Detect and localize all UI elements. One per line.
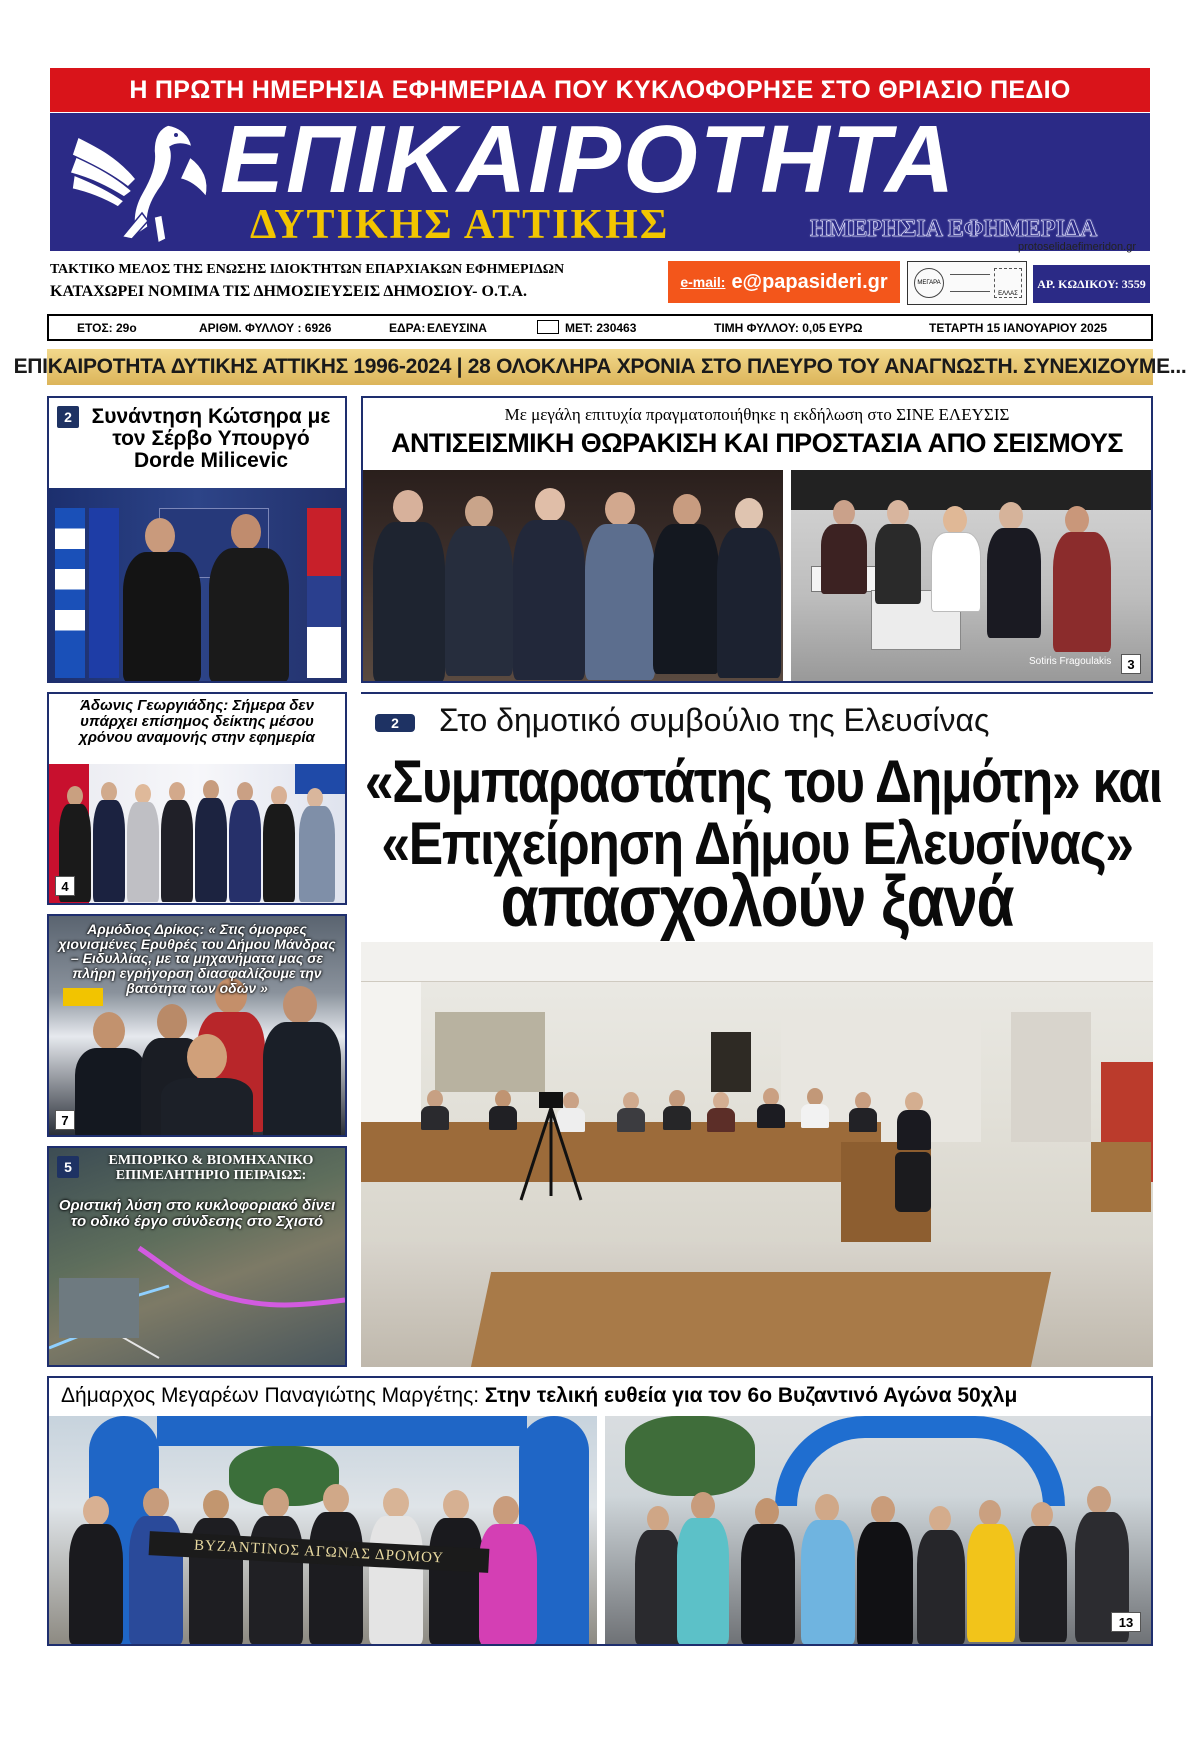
port-area <box>59 1278 139 1338</box>
email-link[interactable]: e@papasideri.gr <box>731 270 888 293</box>
greek-flag-icon <box>55 508 85 678</box>
page-number: 7 <box>55 1110 75 1130</box>
page-number: 4 <box>55 876 75 896</box>
issue-met: ΜΕΤ: 230463 <box>565 320 637 335</box>
story-main-head[interactable] <box>361 692 1162 942</box>
masthead <box>50 113 1150 251</box>
member-line: ΤΑΚΤΙΚΟ ΜΕΛΟΣ ΤΗΣ ΕΝΩΣΗΣ ΙΔΙΟΚΤΗΤΩΝ ΕΠΑΡΧΙΑΚΩΝ ΕΦΗΜΕΡΙΔΩΝ <box>50 262 565 277</box>
seismic-audience-photo <box>363 470 783 681</box>
story-piraeus[interactable] <box>47 1146 347 1367</box>
story-georgiadis[interactable] <box>47 692 347 905</box>
issue-seat-label: ΕΔΡΑ: <box>389 320 426 335</box>
anniversary-banner: ΕΠΙΚΑΙΡΟΤΗΤΑ ΔΥΤΙΚΗΣ ΑΤΤΙΚΗΣ 1996-2024 | 28 ΟΛΟΚΛΗΡΑ ΧΡΟΝΙΑ ΣΤΟ ΠΛΕΥΡΟ ΤΟΥ ΑΝΑΓΝΩΣΤΗ. ΣΥΝΕΧΙΖΟΥΜΕ... <box>47 349 1153 385</box>
main-kicker: Στο δημοτικό συμβούλιο της Ελευσίνας <box>439 702 990 738</box>
council-table <box>1091 1142 1151 1212</box>
masthead-daily-label: ΗΜΕΡΗΣΙΑ ΕΦΗΜΕΡΙΔΑ <box>810 216 1098 242</box>
page-number: 13 <box>1111 1612 1141 1632</box>
main-council-photo <box>361 942 1153 1367</box>
story-kotsiras[interactable] <box>47 396 347 683</box>
race-banner: ΒΥΖΑΝΤΙΝΟΣ ΑΓΩΝΑΣ ΔΡΟΜΟΥ <box>149 1531 490 1573</box>
margetis-headline[interactable]: Στην τελική ευθεία για τον 6ο Βυζαντινό Αγώνα 50χλμ <box>484 1384 1018 1407</box>
masthead-tagline: Η ΠΡΩΤΗ ΗΜΕΡΗΣΙΑ ΕΦΗΜΕΡΙΔΑ ΠΟΥ ΚΥΚΛΟΦΟΡΗΣΕ ΣΤΟ ΘΡΙΑΣΙΟ ΠΕΔΙΟ <box>50 68 1150 112</box>
finish-arch-icon <box>775 1416 1065 1506</box>
masthead-title: ΕΠΙΚΑΙΡΟΤΗΤΑ <box>220 113 957 213</box>
photo-credit: Sotiris Fragoulakis <box>1029 656 1112 667</box>
main-headline-line3[interactable]: απασχολούν ξανά <box>500 862 1014 942</box>
margetis-team-photo <box>49 1416 597 1644</box>
postmark-stamp-icon: ΜΕΓΑΡΑ <box>914 268 944 298</box>
piraeus-org: ΕΜΠΟΡΙΚΟ & ΒΙΟΜΗΧΑΝΙΚΟ ΕΠΙΜΕΛΗΤΗΡΙΟ ΠΕΙΡΑΙΩΣ: <box>108 1153 314 1183</box>
issue-sheet: ΑΡΙΘΜ. ΦΥΛΛΟΥ : 6926 <box>199 320 332 335</box>
issue-price: ΤΙΜΗ ΦΥΛΛΟΥ: 0,05 ΕΥΡΩ <box>714 320 863 335</box>
georgiadis-photo <box>49 764 345 903</box>
icon-frame <box>711 1032 751 1092</box>
page-number: 3 <box>1121 654 1141 674</box>
kotsiras-headline[interactable]: Συνάντηση Κώτσηρα με τον Σέρβο Υπουργό Dorde Milicevic <box>91 405 331 473</box>
issue-year: ΕΤΟΣ: 29ο <box>77 320 137 335</box>
seismic-headline[interactable]: ΑΝΤΙΣΕΙΣΜΙΚΗ ΘΩΡΑΚΙΣΗ ΚΑΙ ΠΡΟΣΤΑΣΙΑ ΑΠΟ ΣΕΙΣΜΟΥΣ <box>391 428 1123 458</box>
eagle-logo-icon <box>58 117 220 247</box>
legal-line: ΚΑΤΑΧΩΡΕΙ ΝΟΜΙΜΑ ΤΙΣ ΔΗΜΟΣΙΕΥΣΕΙΣ ΔΗΜΟΣΙΟΥ- Ο.Τ.Α. <box>50 283 527 300</box>
video-camera-tripod-icon <box>511 1092 591 1202</box>
eu-flag-icon <box>89 508 119 678</box>
email-box[interactable] <box>668 261 900 303</box>
email-label: e-mail: <box>680 274 726 290</box>
seismic-panel-photo <box>791 470 1151 681</box>
page-badge: 2 <box>57 406 79 428</box>
serbian-flag-icon <box>307 508 341 678</box>
postal-stamps <box>907 261 1027 305</box>
barcode-icon <box>537 320 559 334</box>
margetis-runners-photo <box>605 1416 1151 1644</box>
seismic-kicker: Με μεγάλη επιτυχία πραγματοποιήθηκε η εκδήλωση στο ΣΙΝΕ ΕΛΕΥΣΙΣ <box>504 405 1010 424</box>
georgiadis-headline[interactable]: Άδωνις Γεωργιάδης: Σήμερα δεν υπάρχει επίσημος δείκτης μέσου χρόνου αναμονής στην εφημερία <box>79 697 315 746</box>
issue-info-bar <box>47 314 1153 341</box>
kotsiras-photo <box>49 488 345 681</box>
main-headline-line1[interactable]: «Συμπαραστάτης του Δημότη» και <box>364 748 1162 815</box>
margetis-prefix: Δήμαρχος Μεγαρέων Παναγιώτης Μαργέτης: <box>61 1384 480 1407</box>
stamp-icon: ΕΛΛΑΣ <box>994 268 1022 298</box>
masthead-subtitle: ΔΥΤΙΚΗΣ ΑΤΤΙΚΗΣ <box>250 202 670 248</box>
margetis-title[interactable] <box>61 1384 1141 1408</box>
council-table <box>471 1272 1051 1367</box>
postal-lines-icon <box>950 274 990 292</box>
watermark: protoselidaefimeridon.gr <box>1018 241 1137 253</box>
story-seismic[interactable] <box>361 396 1153 683</box>
page-badge: 2 <box>375 714 415 732</box>
issue-date: ΤΕΤΑΡΤΗ 15 ΙΑΝΟΥΑΡΙΟΥ 2025 <box>929 320 1108 335</box>
issue-seat: ΕΛΕΥΣΙΝΑ <box>427 320 487 335</box>
story-drikos[interactable] <box>47 914 347 1137</box>
main-headline-line2[interactable]: «Επιχείρηση Δήμου Ελευσίνας» <box>381 810 1133 877</box>
piraeus-headline[interactable]: Οριστική λύση στο κυκλοφοριακό δίνει το οδικό έργο σύνδεσης στο Σχιστό <box>58 1197 336 1230</box>
office-chair <box>895 1152 931 1212</box>
code-box: ΑΡ. ΚΩΔΙΚΟΥ: 3559 <box>1033 265 1150 303</box>
page-badge: 5 <box>57 1156 79 1178</box>
story-margetis[interactable] <box>47 1376 1153 1646</box>
drikos-headline[interactable]: Αρμόδιος Δρίκος: « Στις όμορφες χιονισμένες Ερυθρές του Δήμου Μάνδρας – Ειδυλλίας, με τα μηχανήματα μας σε πλήρη εγρήγορση διασφαλίζουμε την βατότητα των οδών » <box>58 921 336 996</box>
